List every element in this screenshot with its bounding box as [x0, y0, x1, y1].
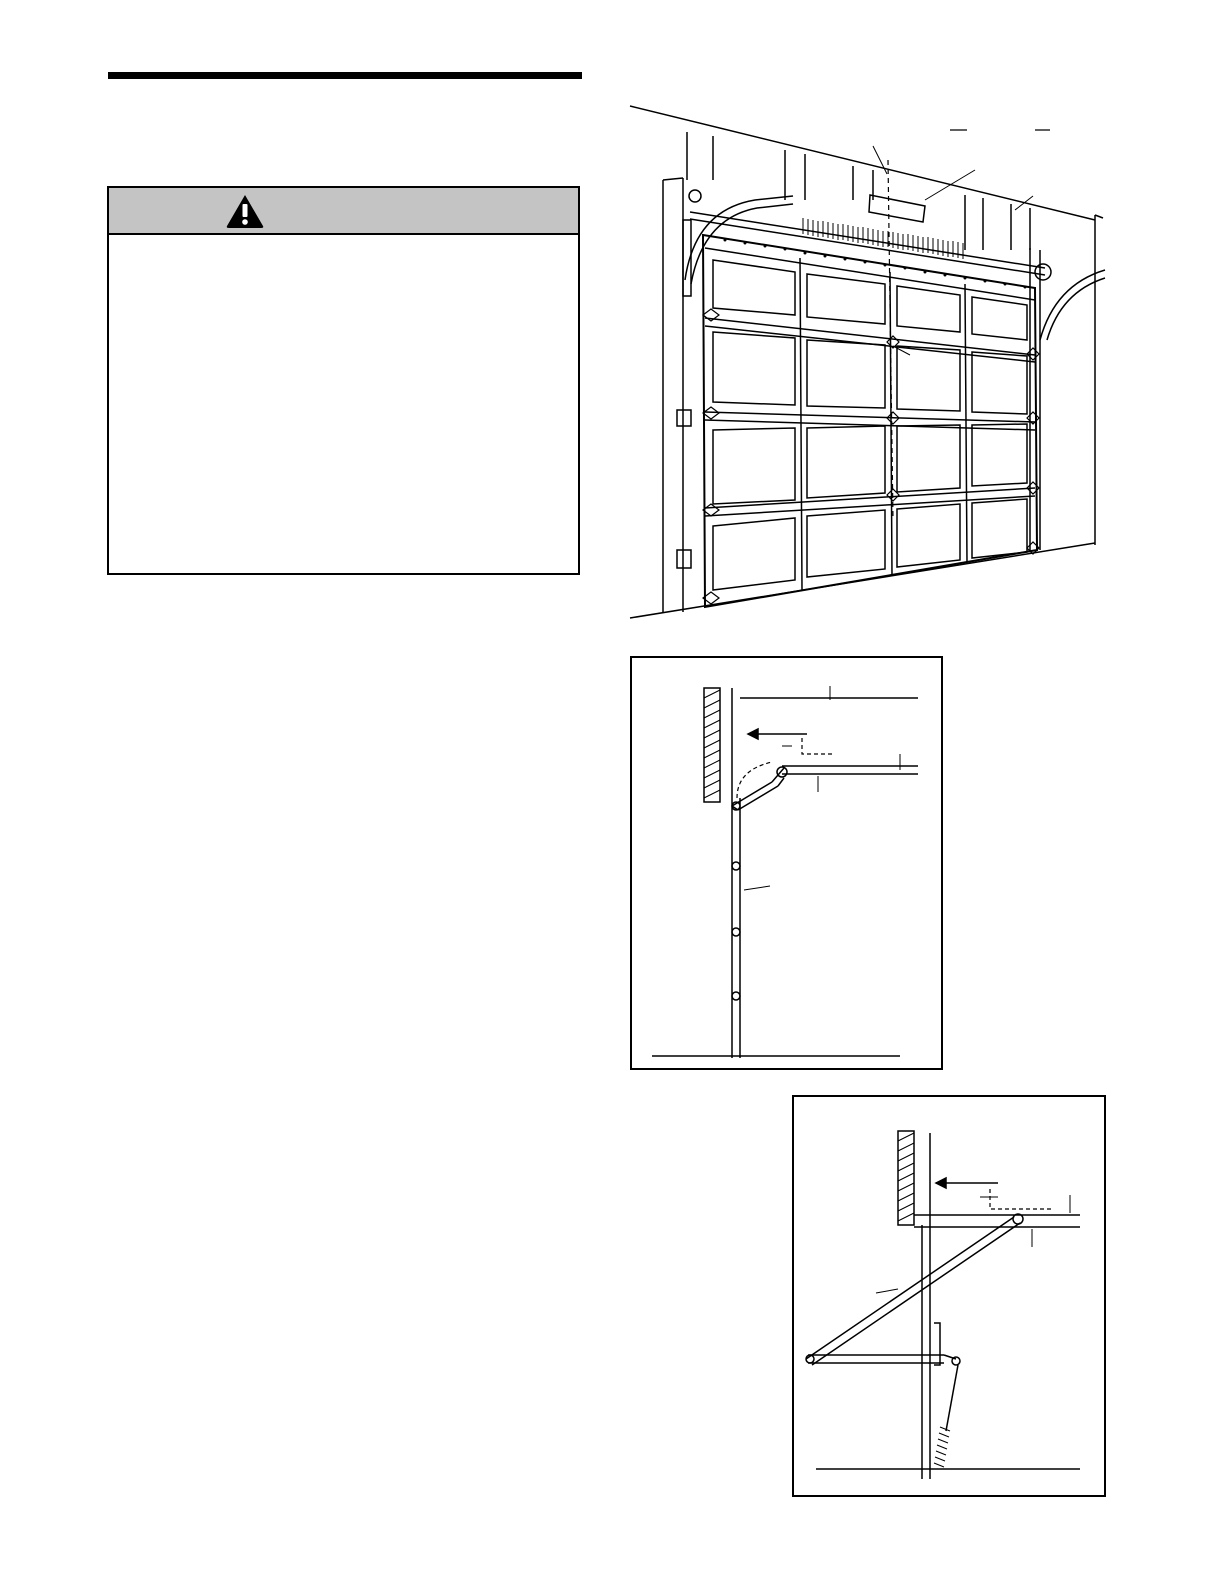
garage-door-overview-figure	[625, 100, 1105, 625]
track-detail-2-figure	[794, 1097, 1108, 1499]
warning-box	[107, 186, 580, 575]
warning-header	[109, 188, 578, 235]
track-detail-1-frame	[630, 656, 943, 1070]
track-detail-2-frame	[792, 1095, 1106, 1497]
warning-triangle-icon	[225, 193, 265, 229]
track-detail-1-figure	[632, 658, 945, 1072]
section-rule	[108, 72, 582, 79]
